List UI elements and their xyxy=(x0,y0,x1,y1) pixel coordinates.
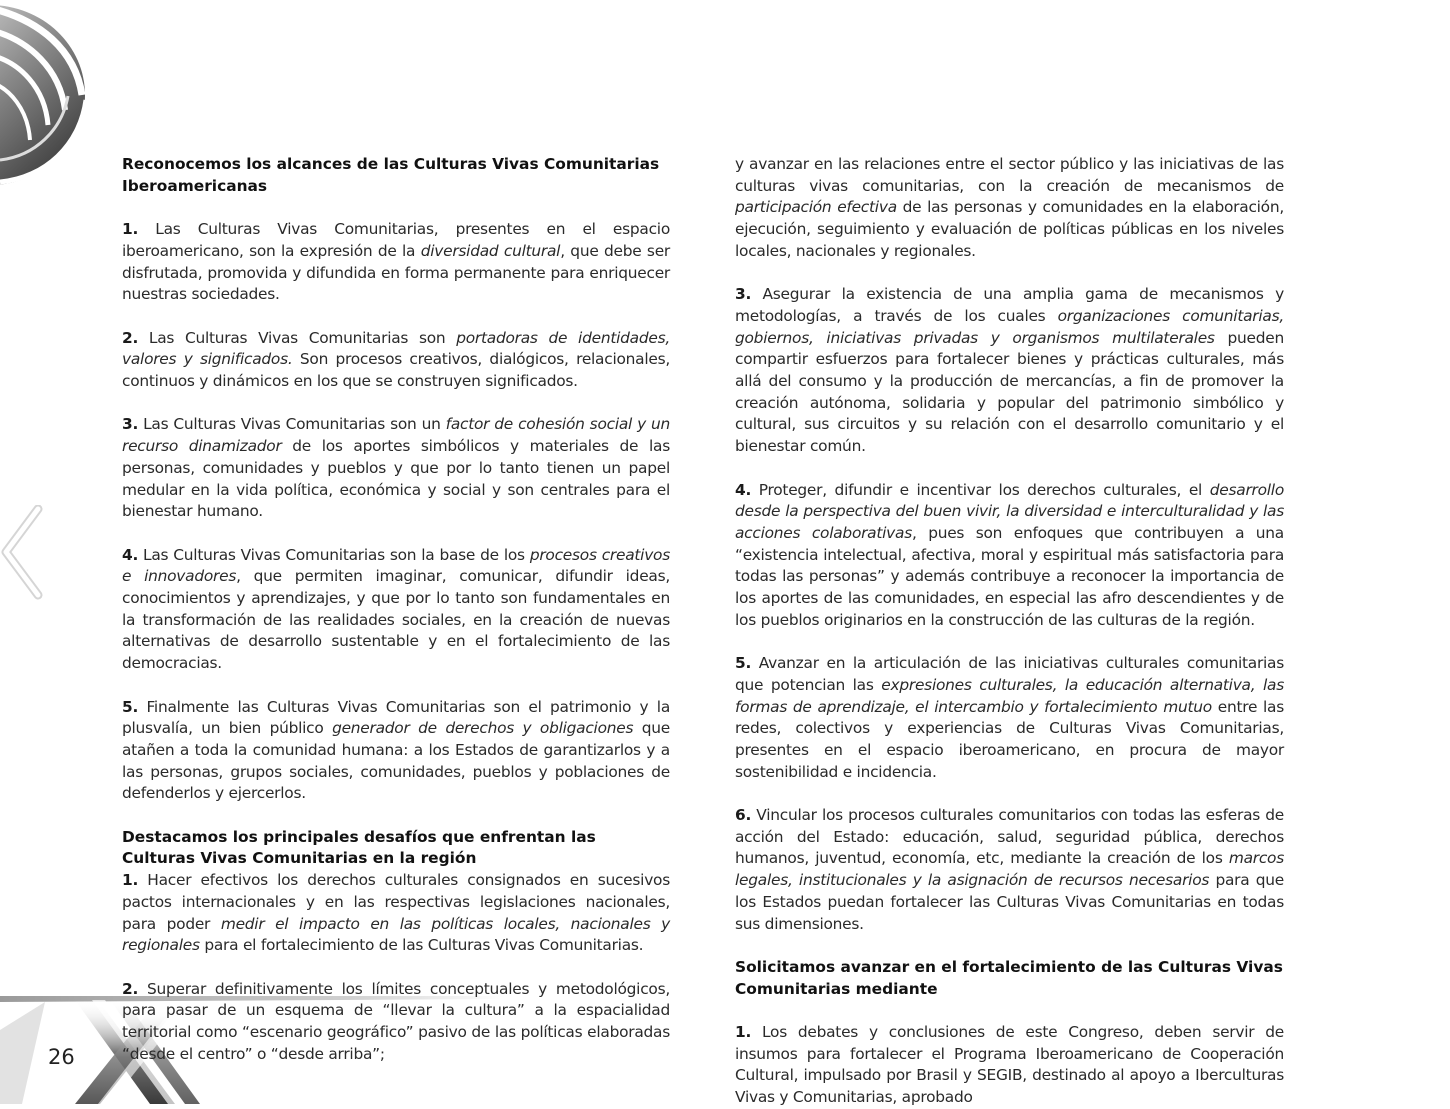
item-number: 1. xyxy=(122,220,139,239)
chevron-left-icon[interactable] xyxy=(0,505,50,600)
item-number: 1. xyxy=(735,1023,752,1042)
item-number: 1. xyxy=(122,871,139,890)
request-1 xyxy=(735,1022,1284,1109)
right-column xyxy=(735,154,1284,1109)
item-number: 3. xyxy=(122,415,139,434)
item-number: 2. xyxy=(122,979,139,998)
emphasis-text: portadoras de identidades, valores y significados. xyxy=(122,328,670,369)
paragraph-text: Las Culturas Vivas Comunitarias, presentes en el espacio iberoamericano, son la expresión de la xyxy=(122,220,670,260)
emphasis-text: diversidad cultural xyxy=(420,241,561,260)
paragraph-text: Asegurar la existencia de una amplia gama de mecanismos y metodologías, a través de los cuales xyxy=(735,285,1284,325)
paragraph-5 xyxy=(122,697,670,806)
paragraph-text: Avanzar en la articulación de las iniciativas culturales comunitarias que potencian las xyxy=(735,654,1284,694)
challenge-6 xyxy=(735,805,1284,935)
decorative-sphere-graphic xyxy=(0,0,100,190)
paragraph-text: que atañen a toda la comunidad humana: a los Estados de garantizarlos y a las personas, grupos sociales, comunidades, pueblos y poblaciones de defenderlos y ejercerlos. xyxy=(122,719,670,803)
item-number: 5. xyxy=(122,697,139,716)
emphasis-text: generador de derechos y obligaciones xyxy=(332,719,634,738)
paragraph-text: , pues son enfoques que contribuyen a una “existencia intelectual, afectiva, moral y espiritual más satisfactoria para todas las personas” y además contribuye a reconocer la importancia de los aportes de las comunidades, en especial las afro descendientes y de los pueblos originarios en la construcción de las culturas de la región. xyxy=(735,523,1284,629)
emphasis-text: expresiones culturales, la educación alternativa, las formas de aprendizaje, el intercambio y fortalecimiento mutuo xyxy=(735,675,1284,716)
item-number: 4. xyxy=(735,480,752,499)
section-heading-solicitamos: Solicitamos avanzar en el fortalecimiento de las Culturas Vivas Comunitarias mediante xyxy=(735,957,1283,998)
paragraph-text: , que debe ser disfrutada, promovida y difundida en forma permanente para enriquecer nuestras sociedades. xyxy=(122,241,670,304)
paragraph-1 xyxy=(122,219,670,306)
paragraph-text: de las personas y comunidades en la elaboración, ejecución, seguimiento y evaluación de políticas públicas en los niveles locales, nacionales y regionales. xyxy=(735,198,1284,260)
paragraph-text: Finalmente las Culturas Vivas Comunitarias son el patrimonio y la plusvalía, un bien público xyxy=(122,697,670,738)
page-number: 26 xyxy=(48,1045,75,1069)
paragraph-2 xyxy=(122,328,670,393)
challenge-4 xyxy=(735,480,1284,632)
paragraph-text: pueden compartir esfuerzos para fortalecer bienes y prácticas culturales, más allá del consumo y la producción de mercancías, a fin de promover la creación autónoma, solidaria y popular del patrimonio simbólico y cultural, sus circuitos y su relación con el desarrollo comunitario y el bienestar común. xyxy=(735,328,1284,456)
emphasis-text: marcos legales, institucionales y la asignación de recursos necesarios xyxy=(735,849,1284,890)
challenge-2-continued xyxy=(735,154,1284,263)
paragraph-text: Son procesos creativos, dialógicos, relacionales, continuos y dinámicos en los que se construyen significados. xyxy=(122,350,670,390)
paragraph-text: Los debates y conclusiones de este Congreso, deben servir de insumos para fortalecer el Programa Iberoamericano de Cooperación Cultural, impulsado por Brasil y SEGIB, destinado al apoyo a Iberculturas Vivas y Comunitarias, aprobado xyxy=(735,1023,1284,1107)
left-column xyxy=(122,154,670,1065)
paragraph-text: de los aportes simbólicos y materiales de las personas, comunidades y pueblos y que por lo tanto tienen un papel medular en la vida política, económica y social y son centrales para el bienestar humano. xyxy=(122,437,670,521)
challenge-1 xyxy=(122,870,670,957)
paragraph-text: Vincular los procesos culturales comunitarios con todas las esferas de acción del Estado: educación, salud, seguridad pública, derechos humanos, juventud, economía, etc, mediante la creación de los xyxy=(735,806,1284,868)
challenge-3 xyxy=(735,284,1284,458)
emphasis-text: desarrollo desde la perspectiva del buen vivir, la diversidad e interculturalidad y las acciones colaborativas xyxy=(735,480,1284,542)
item-number: 4. xyxy=(122,545,139,564)
item-number: 5. xyxy=(735,654,752,673)
paragraph-text: Superar definitivamente los límites conceptuales y metodológicos, para pasar de un esquema de “llevar la cultura” a la espacialidad territorial como “escenario geográfico” pasivo de las políticas elaboradas “desde el centro” o “desde arriba”; xyxy=(122,979,670,1063)
paragraph-text: para que los Estados puedan fortalecer las Culturas Vivas Comunitarias en todas sus dimensiones. xyxy=(735,871,1284,933)
paragraph-text: , que permiten imaginar, comunicar, difundir ideas, conocimientos y aprendizajes, y que por lo tanto son fundamentales en la transformación de las realidades sociales, en la creación de nuevas alternativas de desarrollo sustentable y en el fortalecimiento de las democracias. xyxy=(122,567,670,673)
paragraph-text: Proteger, difundir e incentivar los derechos culturales, el xyxy=(751,480,1210,499)
item-number: 3. xyxy=(735,285,752,304)
paragraph-text: y avanzar en las relaciones entre el sector público y las iniciativas de las culturas vivas comunitarias, con la creación de mecanismos de xyxy=(735,155,1284,195)
item-number: 2. xyxy=(122,328,139,347)
challenge-5 xyxy=(735,653,1284,783)
paragraph-text: Hacer efectivos los derechos culturales consignados en sucesivos pactos internacionales y en las respectivas legislaciones nacionales, para poder xyxy=(122,871,670,933)
paragraph-text: para el fortalecimiento de las Culturas Vivas Comunitarias. xyxy=(199,936,644,955)
emphasis-text: medir el impacto en las políticas locales, nacionales y regionales xyxy=(122,914,670,955)
paragraph-4 xyxy=(122,545,670,675)
emphasis-text: factor de cohesión social y un recurso dinamizador xyxy=(122,415,671,456)
section-heading-alcances: Reconocemos los alcances de las Culturas Vivas Comunitarias Iberoamericanas xyxy=(122,155,660,195)
section-heading-desafios: Destacamos los principales desafíos que enfrentan las Culturas Vivas Comunitarias en la región xyxy=(122,827,596,868)
emphasis-text: participación efectiva xyxy=(735,198,897,217)
item-number: 6. xyxy=(735,806,752,825)
paragraph-text: Las Culturas Vivas Comunitarias son un xyxy=(138,415,446,434)
emphasis-text: procesos creativos e innovadores xyxy=(122,545,670,586)
paragraph-text: entre las redes, colectivos y experiencias de Culturas Vivas Comunitarias, presentes en el espacio iberoamericano, en procura de mayor sostenibilidad e incidencia. xyxy=(735,697,1284,781)
paragraph-text: Las Culturas Vivas Comunitarias son xyxy=(138,328,457,347)
emphasis-text: organizaciones comunitarias, gobiernos, iniciativas privadas y organismos multilaterales xyxy=(735,306,1284,347)
paragraph-text: Las Culturas Vivas Comunitarias son la base de los xyxy=(138,545,530,564)
challenge-2 xyxy=(122,979,670,1066)
paragraph-3 xyxy=(122,414,670,523)
